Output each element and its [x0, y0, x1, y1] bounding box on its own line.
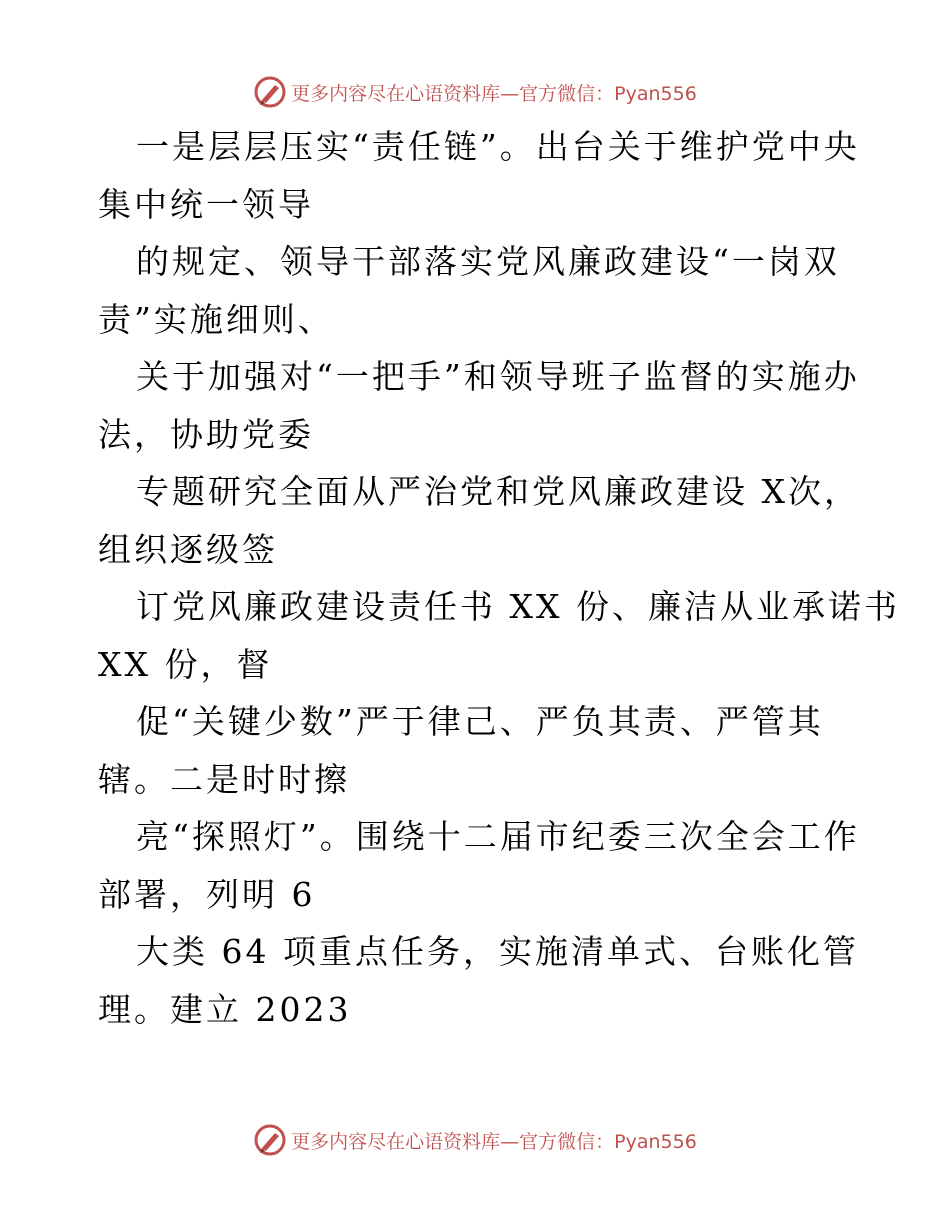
text-line: 的规定、领导干部落实党风廉政建设“一岗双 — [136, 242, 840, 281]
text-line: XX 份，督 — [98, 644, 273, 684]
text-line: 关于加强对“一把手”和领导班子监督的实施办 — [136, 357, 860, 396]
pen-logo-icon — [253, 1123, 287, 1157]
document-body — [98, 118, 900, 1038]
text-line: 理。建立 2023 — [98, 989, 352, 1029]
text-line: 辖。二是时时擦 — [98, 759, 350, 799]
text-line: 大类 64 项重点任务，实施清单式、台账化管 — [136, 932, 859, 971]
footer-banner — [0, 1120, 950, 1160]
text-line: 组织逐级签 — [98, 529, 278, 569]
footer-banner-text: 更多内容尽在心语资料库—官方微信：Pyan556 — [291, 1130, 697, 1153]
text-line: 促“关键少数”严于律己、严负其责、严管其 — [136, 702, 824, 741]
text-line: 集中统一领导 — [98, 184, 314, 224]
text-line: 一是层层压实“责任链”。出台关于维护党中央 — [136, 127, 860, 166]
text-line: 专题研究全面从严治党和党风廉政建设 X次， — [136, 472, 860, 511]
header-banner-text: 更多内容尽在心语资料库—官方微信：Pyan556 — [291, 82, 697, 105]
text-line: 订党风廉政建设责任书 XX 份、廉洁从业承诺书 — [136, 587, 900, 626]
text-line: 部署，列明 6 — [98, 874, 316, 914]
text-line: 责”实施细则、 — [98, 299, 334, 339]
text-line: 亮“探照灯”。围绕十二届市纪委三次全会工作 — [136, 817, 860, 856]
pen-logo-icon — [253, 75, 287, 109]
text-line: 法，协助党委 — [98, 414, 314, 454]
header-banner — [0, 72, 950, 112]
